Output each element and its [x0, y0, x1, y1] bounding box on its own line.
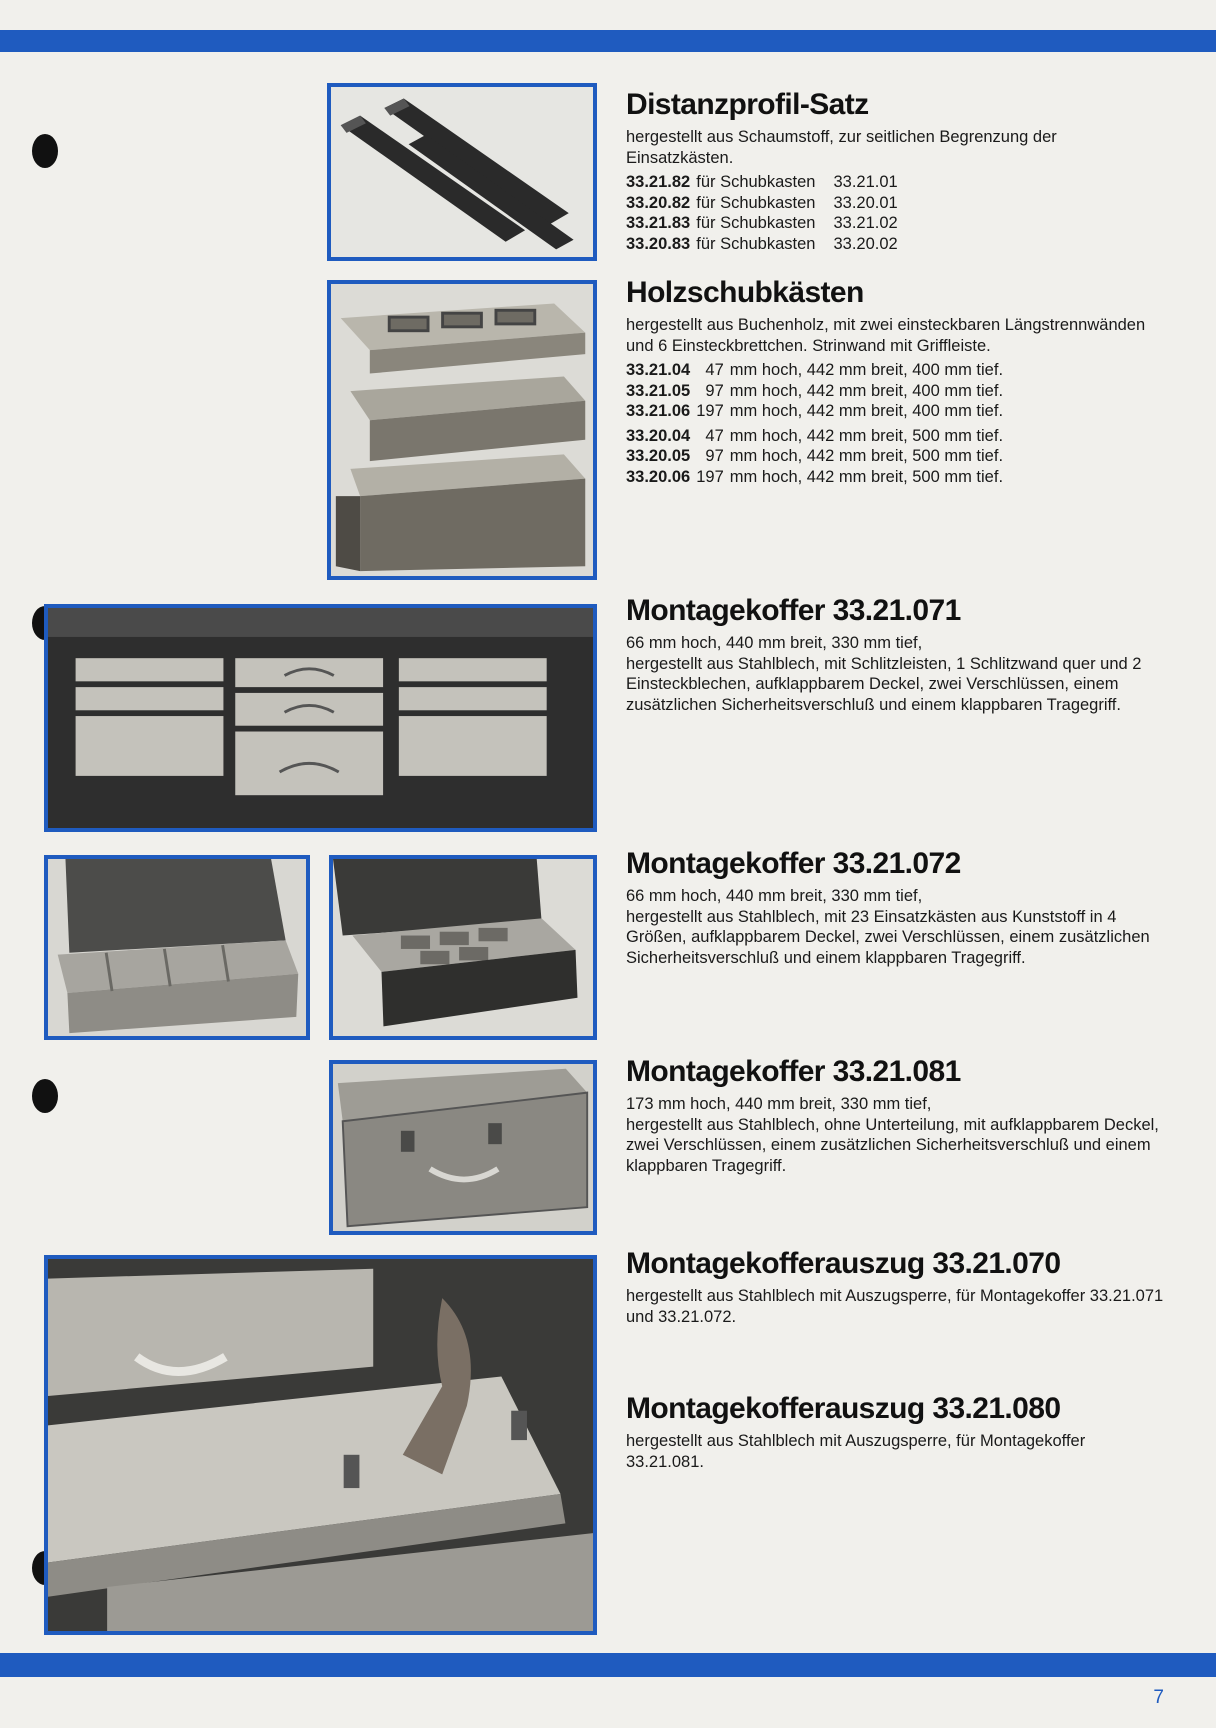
section-description: hergestellt aus Stahlblech, mit Schlitzleisten, 1 Schlitzwand quer und 2 Einsteckblechen, aufklappbarem Deckel, zwei Verschlüssen, einem zusätzlichen Sicherheitsverschluß und einem klappbaren Tragegriff.	[626, 654, 1142, 714]
section-title: Distanzprofil-Satz	[626, 88, 869, 121]
article-ref: 33.20.02	[833, 234, 898, 253]
article-code: 33.20.04	[626, 426, 691, 445]
article-code: 33.20.05	[626, 447, 691, 465]
article-spec: mm hoch, 442 mm breit, 400 mm tief.	[729, 361, 1004, 379]
article-code: 33.21.05	[626, 381, 691, 400]
section-auszug-080	[626, 1392, 1166, 1472]
article-spec: mm hoch, 442 mm breit, 500 mm tief.	[729, 467, 1004, 486]
foam-profiles-photo	[327, 83, 597, 261]
article-code: 33.21.06	[626, 402, 691, 420]
article-code: 33.20.06	[626, 467, 691, 486]
section-dimensions: 66 mm hoch, 440 mm breit, 330 mm tief,	[626, 634, 923, 652]
section-description: hergestellt aus Stahlblech, ohne Unterteilung, mit aufklappbarem Deckel, zwei Verschlüssen, einem zusätzlichen Sicherheitsverschluß und einem klappbaren Tragegriff.	[626, 1115, 1159, 1175]
section-title: Montagekoffer 33.21.072	[626, 847, 961, 880]
article-height: 97	[705, 447, 724, 465]
section-dimensions: 66 mm hoch, 440 mm breit, 330 mm tief,	[626, 887, 923, 905]
section-description: hergestellt aus Stahlblech mit Auszugsperre, für Montagekoffer 33.21.071 und 33.21.072.	[626, 1287, 1164, 1326]
table-row	[626, 381, 1003, 402]
case-081-photo	[329, 1060, 597, 1235]
section-description: hergestellt aus Stahlblech mit Auszugsperre, für Montagekoffer 33.21.081.	[626, 1432, 1086, 1471]
article-code: 33.21.83	[626, 214, 691, 232]
table-row	[626, 360, 1003, 381]
article-table	[626, 360, 1003, 487]
table-row	[626, 172, 898, 193]
section-distanzprofil	[626, 88, 1166, 254]
article-label: für Schubkasten	[696, 173, 816, 191]
table-row	[626, 401, 1003, 422]
bottom-blue-band	[0, 1653, 1216, 1677]
section-description: hergestellt aus Stahlblech, mit 23 Einsatzkästen aus Kunststoff in 4 Größen, aufklappbarem Deckel, zwei Verschlüssen, einem zusätzlichen Sicherheitsverschluß und einem klappbaren Tragegriff.	[626, 907, 1150, 967]
article-spec: mm hoch, 442 mm breit, 500 mm tief.	[729, 447, 1004, 465]
top-blue-band	[0, 30, 1216, 52]
case-072-photo	[329, 855, 597, 1040]
article-table	[626, 172, 898, 254]
article-ref: 33.21.01	[833, 173, 898, 191]
punch-hole	[32, 1079, 58, 1113]
section-title: Montagekoffer 33.21.071	[626, 594, 961, 627]
section-title: Montagekoffer 33.21.081	[626, 1055, 961, 1088]
section-description: hergestellt aus Buchenholz, mit zwei einsteckbaren Längstrennwänden und 6 Einsteckbrettchen. Strinwand mit Griffleiste.	[626, 316, 1146, 355]
section-koffer-071	[626, 594, 1166, 715]
table-row	[626, 213, 898, 234]
case-071-photo	[44, 855, 310, 1040]
article-spec: mm hoch, 442 mm breit, 400 mm tief.	[729, 381, 1004, 400]
article-height: 197	[696, 402, 724, 420]
article-spec: mm hoch, 442 mm breit, 500 mm tief.	[729, 426, 1004, 445]
table-row	[626, 446, 1003, 467]
section-title: Montagekofferauszug 33.21.080	[626, 1392, 1061, 1425]
article-label: für Schubkasten	[696, 214, 816, 232]
article-code: 33.21.82	[626, 173, 691, 191]
article-height: 47	[705, 361, 724, 379]
section-dimensions: 173 mm hoch, 440 mm breit, 330 mm tief,	[626, 1095, 932, 1113]
article-ref: 33.20.01	[833, 193, 898, 212]
wooden-drawers-photo	[327, 280, 597, 580]
article-spec: mm hoch, 442 mm breit, 400 mm tief.	[729, 402, 1004, 420]
article-code: 33.20.82	[626, 193, 691, 212]
article-height: 97	[705, 381, 724, 400]
drawer-cabinet-photo	[44, 604, 597, 832]
section-auszug-070	[626, 1247, 1166, 1327]
table-row	[626, 422, 1003, 447]
section-holzschubkaesten	[626, 276, 1166, 487]
section-title: Montagekofferauszug 33.21.070	[626, 1247, 1061, 1280]
section-koffer-072	[626, 847, 1166, 968]
article-code: 33.20.83	[626, 234, 691, 253]
article-ref: 33.21.02	[833, 214, 898, 232]
section-description: hergestellt aus Schaumstoff, zur seitlichen Begrenzung der Einsatzkästen.	[626, 128, 1057, 167]
article-height: 197	[696, 467, 724, 486]
article-label: für Schubkasten	[696, 234, 816, 253]
table-row	[626, 234, 898, 255]
article-code: 33.21.04	[626, 361, 691, 379]
table-row	[626, 467, 1003, 488]
section-title: Holzschubkästen	[626, 276, 864, 309]
article-height: 47	[705, 426, 724, 445]
section-koffer-081	[626, 1055, 1166, 1176]
table-row	[626, 193, 898, 214]
punch-hole	[32, 134, 58, 168]
article-label: für Schubkasten	[696, 193, 816, 212]
page-number: 7	[1153, 1687, 1164, 1708]
case-pullout-photo	[44, 1255, 597, 1635]
